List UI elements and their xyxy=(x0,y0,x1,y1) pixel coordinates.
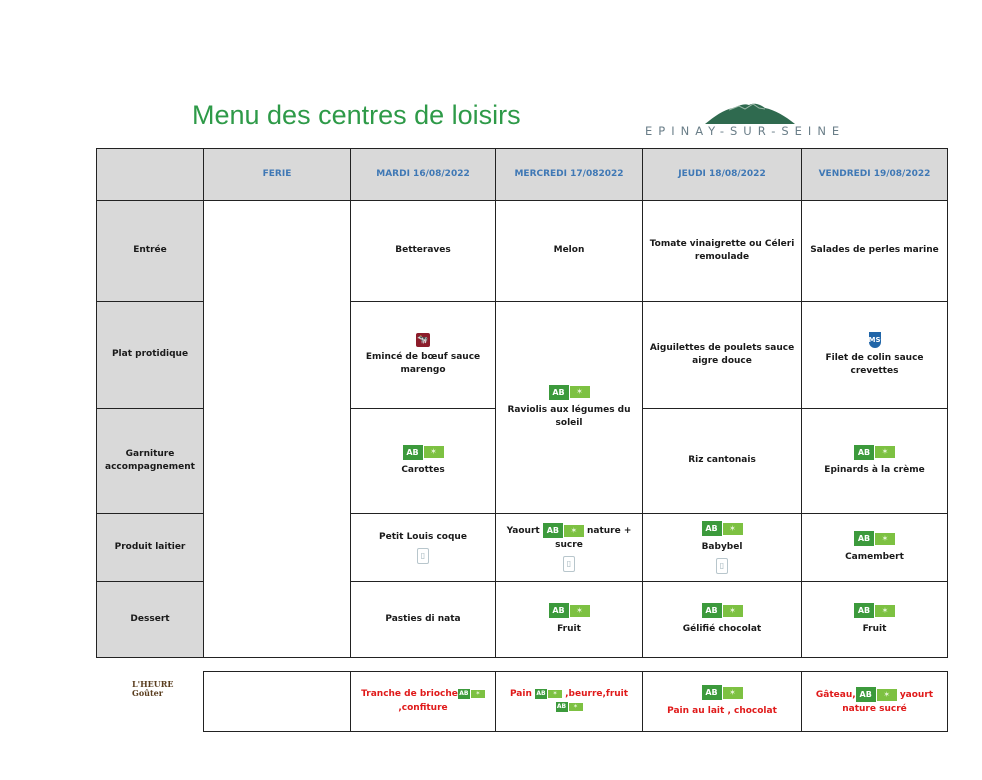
dish-name: Epinards à la crème xyxy=(824,465,925,475)
cell-laitier-jeudi xyxy=(643,514,802,582)
organic-label-icon: AB ✶ xyxy=(549,385,590,400)
mountain-icon xyxy=(645,100,850,126)
cell-laitier-vendredi xyxy=(802,514,948,582)
msc-fish-icon: MSC xyxy=(869,332,881,348)
french-beef-icon: 🐄 xyxy=(417,334,429,345)
dish-name-part1: Yaourt xyxy=(506,526,540,537)
cell-plat-mardi xyxy=(351,302,496,409)
cell-dessert-jeudi xyxy=(643,582,802,658)
gouter-logo: L'HEURE Goûter xyxy=(132,679,174,698)
city-name: EPINAY-SUR-SEINE xyxy=(645,124,846,138)
cell-entree-vendredi: Salades de perles marine xyxy=(802,201,948,302)
dish-name: Carottes xyxy=(401,465,445,475)
cell-laitier-mercredi xyxy=(496,514,643,582)
day-header-jeudi: JEUDI 18/08/2022 xyxy=(643,149,802,201)
cell-garniture-mardi xyxy=(351,409,496,514)
gouter-vendredi: Gâteau, AB ✶ yaourt nature sucré xyxy=(802,672,948,732)
day-header-ferie: FERIE xyxy=(204,149,351,201)
cell-entree-jeudi: Tomate vinaigrette ou Céleri remoulade xyxy=(643,201,802,302)
dish-name: Emincé de bœuf sauce marengo xyxy=(365,351,481,376)
dish-name-part2: nature + sucre xyxy=(555,526,632,550)
organic-label-icon: AB ✶ xyxy=(702,685,743,700)
corner-cell xyxy=(97,149,204,201)
row-entree xyxy=(97,201,948,302)
dish-name: Filet de colin sauce crevettes xyxy=(825,352,924,376)
row-label-entree: Entrée xyxy=(97,201,204,302)
day-header-mercredi: MERCREDI 17/082022 xyxy=(496,149,643,201)
row-label-garniture: Garniture accompagnement xyxy=(97,409,204,514)
day-header-vendredi: VENDREDI 19/08/2022 xyxy=(802,149,948,201)
row-label-laitier: Produit laitier xyxy=(97,514,204,582)
cell-dessert-mardi: Pasties di nata xyxy=(351,582,496,658)
dish-name: Gélifié chocolat xyxy=(682,623,762,634)
page-title: Menu des centres de loisirs xyxy=(192,100,521,130)
dish-name: Camembert xyxy=(845,551,904,562)
gouter-jeudi: AB ✶ Pain au lait , chocolat xyxy=(643,672,802,732)
dairy-icon: ▯ xyxy=(716,558,728,574)
gouter-mardi: Tranche de briocheAB ✶,confiture xyxy=(351,672,496,732)
dish-name: Petit Louis coque xyxy=(379,531,467,542)
organic-label-icon: AB ✶ xyxy=(702,603,743,618)
dish-name: Fruit xyxy=(862,623,887,634)
organic-label-icon: AB ✶ xyxy=(854,531,895,546)
organic-label-icon: AB ✶ xyxy=(543,523,584,538)
gouter-ferie xyxy=(204,672,351,732)
gouter-row xyxy=(204,672,948,732)
header-row xyxy=(97,149,948,201)
organic-label-icon: AB ✶ xyxy=(535,688,562,701)
cell-garniture-jeudi: Riz cantonais xyxy=(643,409,802,514)
dish-name: Fruit xyxy=(557,623,581,634)
day-header-mardi: MARDI 16/08/2022 xyxy=(351,149,496,201)
city-logo xyxy=(645,100,850,142)
cell-entree-mardi: Betteraves xyxy=(351,201,496,302)
organic-label-icon: AB ✶ xyxy=(854,603,895,618)
organic-label-icon: AB ✶ xyxy=(403,445,444,460)
dish-name: Babybel xyxy=(701,541,743,552)
ferie-column xyxy=(204,201,351,658)
organic-label-icon: AB ✶ xyxy=(549,603,590,618)
organic-label-icon: AB ✶ xyxy=(458,688,485,701)
dish-name: Raviolis aux légumes du soleil xyxy=(507,404,631,429)
cell-plat-vendredi xyxy=(802,302,948,409)
dairy-icon: ▯ xyxy=(563,556,575,572)
row-label-dessert: Dessert xyxy=(97,582,204,658)
cell-dessert-vendredi xyxy=(802,582,948,658)
row-label-plat: Plat protidique xyxy=(97,302,204,409)
dairy-icon: ▯ xyxy=(417,548,429,564)
organic-label-icon: AB ✶ xyxy=(856,687,897,702)
organic-label-icon: AB ✶ xyxy=(556,702,583,715)
menu-table xyxy=(96,148,948,658)
cell-plat-mercredi xyxy=(496,302,643,514)
cell-laitier-mardi xyxy=(351,514,496,582)
cell-garniture-vendredi xyxy=(802,409,948,514)
organic-label-icon: AB ✶ xyxy=(854,445,895,460)
gouter-table xyxy=(203,671,948,732)
organic-label-icon: AB ✶ xyxy=(702,521,743,536)
cell-dessert-mercredi xyxy=(496,582,643,658)
gouter-mercredi: Pain AB ✶ ,beurre,fruitAB ✶ xyxy=(496,672,643,732)
cell-entree-mercredi: Melon xyxy=(496,201,643,302)
cell-plat-jeudi: Aiguilettes de poulets sauce aigre douce xyxy=(643,302,802,409)
